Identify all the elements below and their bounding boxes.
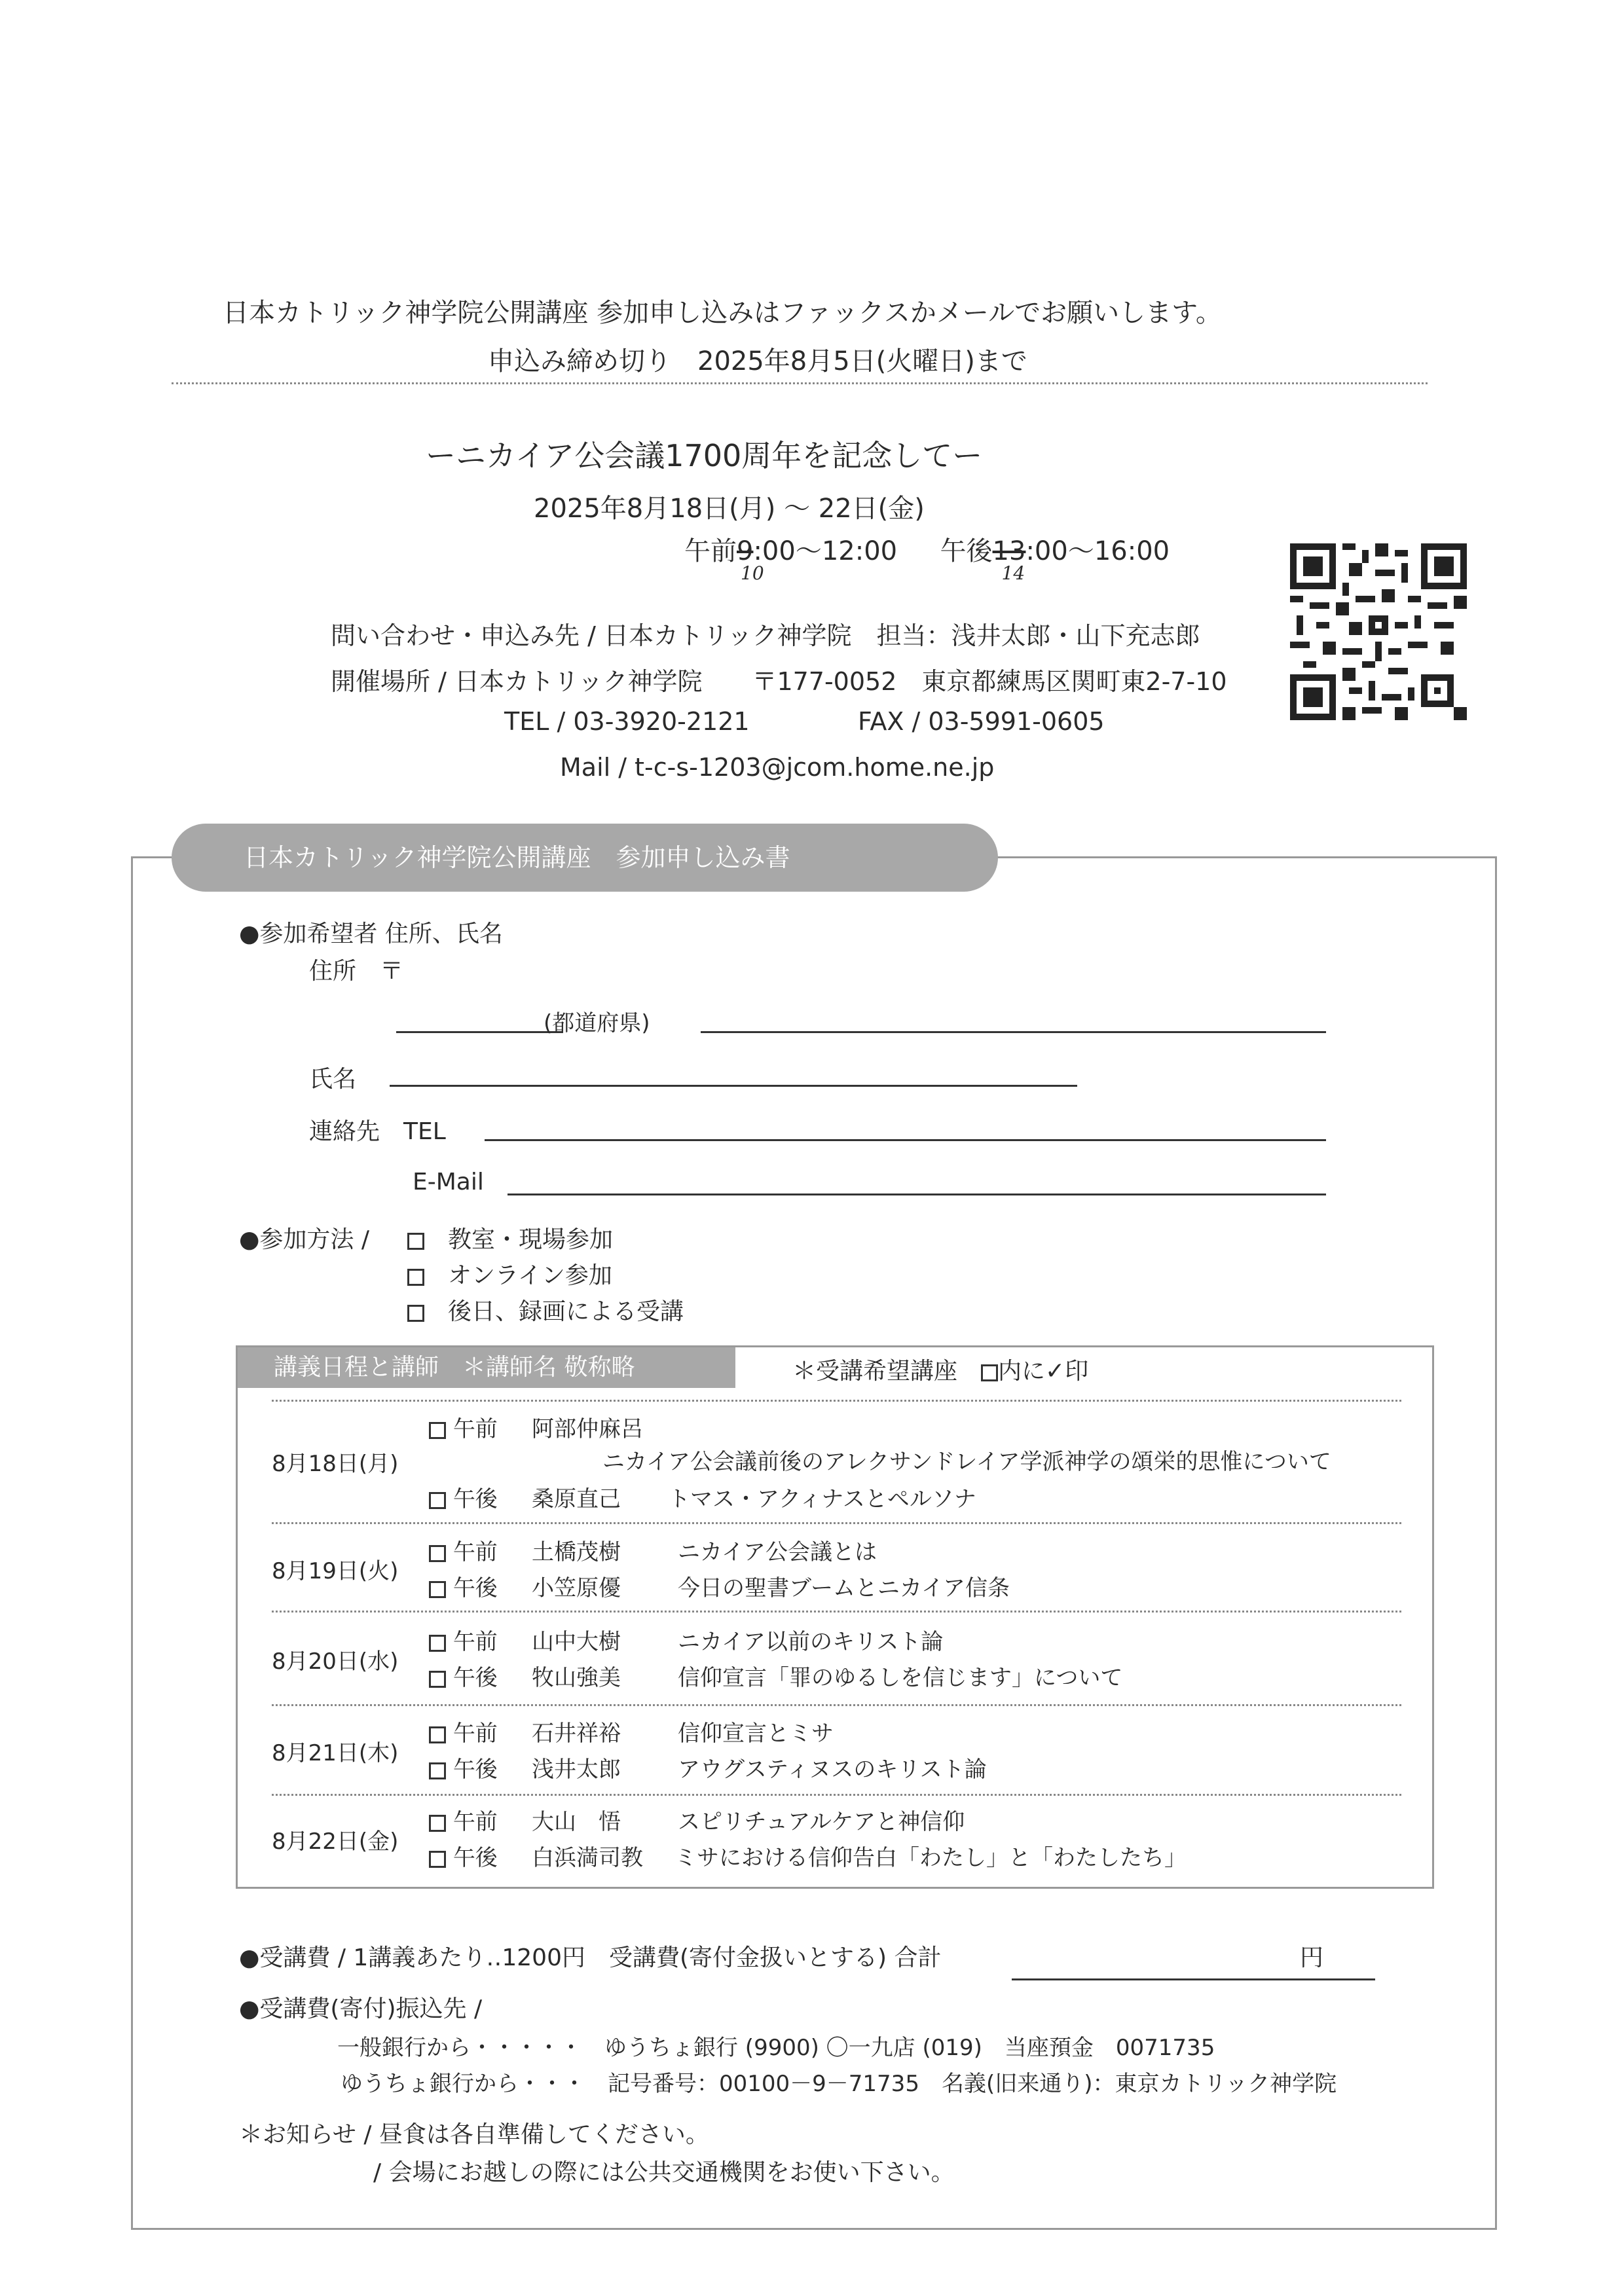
lecturer-name: 小笠原優 xyxy=(532,1575,621,1601)
lecture-topic: 信仰宣言とミサ xyxy=(678,1721,834,1747)
postal-field-line[interactable] xyxy=(396,1031,563,1033)
name-label: 氏名 xyxy=(309,1066,357,1093)
event-title: ーニカイア公会議1700周年を記念してー xyxy=(426,438,983,473)
transfer-general-bank: 一般銀行から・・・・・ ゆうちょ銀行 (9900) 〇一九店 (019) 当座預金 0071735 xyxy=(337,2035,1215,2061)
checkbox-legend-icon xyxy=(981,1364,998,1381)
session-row[interactable]: 午後 xyxy=(429,1751,498,1783)
checkbox[interactable] xyxy=(429,1671,446,1688)
tel-field-line[interactable] xyxy=(485,1139,1326,1141)
header-deadline: 申込み締め切り 2025年8月5日(火曜日)まで xyxy=(488,346,1027,376)
checkbox[interactable] xyxy=(407,1269,424,1286)
event-times: 午前9 10 :00～12:00 午後13 14 :00～16:00 xyxy=(684,536,1170,584)
email-label: E-Mail xyxy=(413,1169,484,1195)
session-row[interactable]: 午前 xyxy=(429,1624,498,1656)
lecture-topic: 今日の聖書ブームとニカイア信条 xyxy=(678,1575,1010,1601)
session-row[interactable]: 午後 xyxy=(429,1840,498,1872)
day-divider xyxy=(272,1794,1401,1796)
day-date: 8月18日(月) xyxy=(272,1451,399,1477)
qr-code[interactable] xyxy=(1290,543,1467,720)
lecturer-name: 石井祥裕 xyxy=(532,1721,621,1747)
checkbox[interactable] xyxy=(407,1305,424,1322)
session-row[interactable]: 午前 xyxy=(429,1411,498,1443)
checkbox[interactable] xyxy=(429,1422,446,1439)
method-option-online[interactable]: オンライン参加 xyxy=(407,1257,612,1290)
form-tab-title: 日本カトリック神学院公開講座 参加申し込み書 xyxy=(172,824,998,892)
day-divider xyxy=(272,1400,1401,1402)
fee-line: ●受講費 / 1講義あたり‥1200円 受講費(寄付金扱いとする) 合計 xyxy=(239,1944,942,1971)
notice-lunch: ＊お知らせ / 昼食は各自準備してください。 xyxy=(239,2121,709,2148)
lecturer-name: 浅井太郎 xyxy=(532,1757,621,1783)
handwritten-correction: 10 xyxy=(741,562,764,584)
notice-transport: / 会場にお越しの際には公共交通機関をお使い下さい。 xyxy=(373,2159,955,2186)
lecture-topic: 信仰宣言「罪のゆるしを信じます」について xyxy=(678,1665,1123,1691)
lecturer-name: 白浜満司教 xyxy=(532,1845,643,1871)
handwritten-correction: 14 xyxy=(1001,562,1025,584)
schedule-heading: 講義日程と講師 ＊講師名 敬称略 xyxy=(238,1347,735,1388)
contact-venue: 開催場所 / 日本カトリック神学院 〒177-0052 東京都練馬区関町東2-7-10 xyxy=(331,667,1227,696)
contact-email[interactable]: Mail / t-c-s-1203@jcom.home.ne.jp xyxy=(560,753,995,782)
address-field-line[interactable] xyxy=(701,1031,1326,1033)
transfer-heading: ●受講費(寄付)振込先 / xyxy=(239,1995,483,2022)
applicant-heading: ●参加希望者 住所、氏名 xyxy=(239,920,503,947)
checkbox[interactable] xyxy=(429,1545,446,1562)
lecturer-name: 桑原直己 xyxy=(532,1486,621,1512)
checkbox[interactable] xyxy=(429,1762,446,1779)
email-field-line[interactable] xyxy=(507,1194,1326,1195)
lecture-topic: ニカイア公会議とは xyxy=(678,1539,877,1565)
method-option-recording[interactable]: 後日、録画による受講 xyxy=(407,1293,684,1326)
session-row[interactable]: 午前 xyxy=(429,1715,498,1747)
checkmark-icon: ✓ xyxy=(1045,1358,1065,1385)
contact-tel-label: 連絡先 TEL xyxy=(309,1118,446,1145)
contact-tel: TEL / 03-3920-2121 xyxy=(504,707,750,736)
event-dates: 2025年8月18日(月) ～ 22日(金) xyxy=(534,494,925,524)
lecture-topic: ニカイア以前のキリスト論 xyxy=(678,1629,944,1655)
checkbox[interactable] xyxy=(429,1492,446,1509)
day-date: 8月20日(水) xyxy=(272,1649,399,1675)
address-label: 住所 〒 xyxy=(309,958,404,985)
lecture-topic: ニカイア公会議前後のアレクサンドレイア学派神学の頌栄的思惟について xyxy=(602,1449,1331,1475)
day-date: 8月22日(金) xyxy=(272,1829,399,1855)
lecturer-name: 土橋茂樹 xyxy=(532,1539,621,1565)
transfer-yucho-bank: ゆうちょ銀行から・・・ 記号番号：00100－9－71735 名義(旧来通り)：東京カトリック神学院 xyxy=(341,2071,1337,2097)
contact-fax: FAX / 03-5991-0605 xyxy=(858,707,1105,736)
checkbox[interactable] xyxy=(429,1851,446,1868)
checkbox[interactable] xyxy=(429,1635,446,1652)
lecture-topic: スピリチュアルケアと神信仰 xyxy=(678,1809,965,1835)
lecturer-name: 大山 悟 xyxy=(532,1809,621,1835)
lecturer-name: 牧山強美 xyxy=(532,1665,621,1691)
fee-unit: 円 xyxy=(1300,1944,1324,1971)
contact-inquiry: 問い合わせ・申込み先 / 日本カトリック神学院 担当：浅井太郎・山下充志郎 xyxy=(331,621,1200,650)
day-date: 8月19日(火) xyxy=(272,1558,399,1584)
day-divider xyxy=(272,1611,1401,1613)
lecture-topic: ミサにおける信仰告白「わたし」と「わたしたち」 xyxy=(674,1845,1187,1871)
session-row[interactable]: 午後 xyxy=(429,1481,498,1513)
session-row[interactable]: 午後 xyxy=(429,1570,498,1602)
header-line-1: 日本カトリック神学院公開講座 参加申し込みはファックスかメールでお願いします。 xyxy=(223,298,1222,328)
schedule-note: ＊受講希望講座 内に✓印 xyxy=(792,1358,1089,1385)
day-divider xyxy=(272,1522,1401,1524)
lecturer-name: 阿部仲麻呂 xyxy=(532,1416,643,1442)
fee-total-field-line[interactable] xyxy=(1012,1978,1375,1980)
method-option-classroom[interactable]: 教室・現場参加 xyxy=(407,1221,613,1254)
lecture-topic: アウグスティヌスのキリスト論 xyxy=(678,1757,987,1783)
method-heading: ●参加方法 / xyxy=(239,1226,369,1253)
name-field-line[interactable] xyxy=(390,1085,1077,1087)
checkbox[interactable] xyxy=(429,1581,446,1598)
header-divider xyxy=(172,382,1428,384)
lecture-topic: トマス・アクィナスとペルソナ xyxy=(668,1486,976,1512)
checkbox[interactable] xyxy=(429,1815,446,1832)
day-date: 8月21日(木) xyxy=(272,1740,399,1766)
checkbox[interactable] xyxy=(407,1233,424,1250)
session-row[interactable]: 午後 xyxy=(429,1660,498,1692)
session-row[interactable]: 午前 xyxy=(429,1804,498,1836)
session-row[interactable]: 午前 xyxy=(429,1534,498,1566)
lecturer-name: 山中大樹 xyxy=(532,1629,621,1655)
prefecture-label: (都道府県) xyxy=(544,1010,650,1036)
checkbox[interactable] xyxy=(429,1726,446,1743)
day-divider xyxy=(272,1704,1401,1706)
